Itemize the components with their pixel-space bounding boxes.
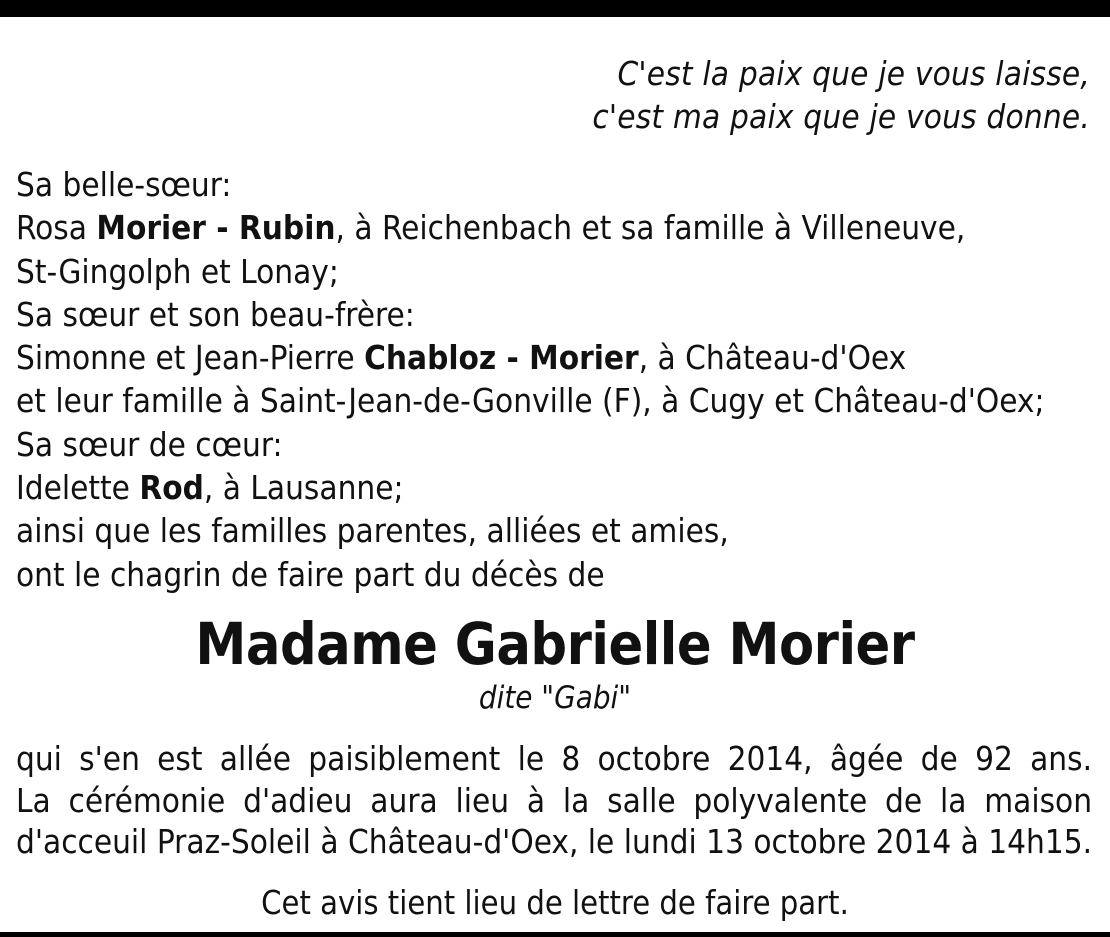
- closing-note: Cet avis tient lieu de lettre de faire part.: [261, 883, 849, 922]
- family-line-9: ainsi que les familles parentes, alliées et amies,: [16, 511, 729, 551]
- family-line-8: [16, 466, 1096, 509]
- family-line-7: Sa sœur de cœur:: [16, 424, 283, 464]
- relative-surname: Chabloz - Morier: [364, 338, 639, 378]
- details-line-1: qui s'en est allée paisiblement le 8 octobre 2014, âgée de 92 ans.: [16, 739, 1092, 778]
- bottom-border: [0, 932, 1110, 937]
- family-line-4: Sa sœur et son beau-frère:: [16, 294, 415, 334]
- family-line-1: Sa belle-sœur:: [16, 165, 232, 204]
- details-line-2: La cérémonie d'adieu aura lieu à la salle polyvalente de la maison: [16, 780, 1093, 820]
- details-line-3: d'acceuil Praz-Soleil à Château-d'Oex, le lundi 13 octobre 2014 à 14h15.: [16, 822, 1093, 861]
- epigraph-quote: [390, 52, 1090, 138]
- ceremony-details: [16, 738, 1092, 863]
- family-line-2: [16, 206, 1096, 249]
- family-line-10: ont le chagrin de faire part du décès de: [16, 554, 605, 594]
- family-line-6: et leur famille à Saint-Jean-de-Gonville (F), à Cugy et Château-d'Oex;: [16, 381, 1045, 421]
- family-announcement: [16, 163, 1096, 596]
- relative-first-name: Idelette: [16, 468, 140, 508]
- family-line-3: St-Gingolph et Lonay;: [16, 251, 339, 291]
- quote-line-1: C'est la paix que je vous laisse,: [617, 54, 1090, 93]
- family-line-5: [16, 336, 1096, 379]
- quote-line-2: c'est ma paix que je vous donne.: [592, 97, 1090, 136]
- relative-location: , à Château-d'Oex: [638, 338, 907, 378]
- relative-surname: Morier - Rubin: [96, 208, 336, 248]
- relative-location: , à Reichenbach et sa famille à Villeneuve,: [335, 208, 966, 248]
- deceased-name: Madame Gabrielle Morier: [195, 610, 915, 678]
- relative-surname: Rod: [139, 468, 204, 508]
- top-border: [0, 0, 1110, 17]
- relative-first-name: Rosa: [16, 208, 97, 248]
- relative-location: , à Lausanne;: [203, 468, 404, 508]
- deceased-nickname: dite "Gabi": [478, 680, 632, 716]
- relative-first-name: Simonne et Jean-Pierre: [16, 338, 365, 378]
